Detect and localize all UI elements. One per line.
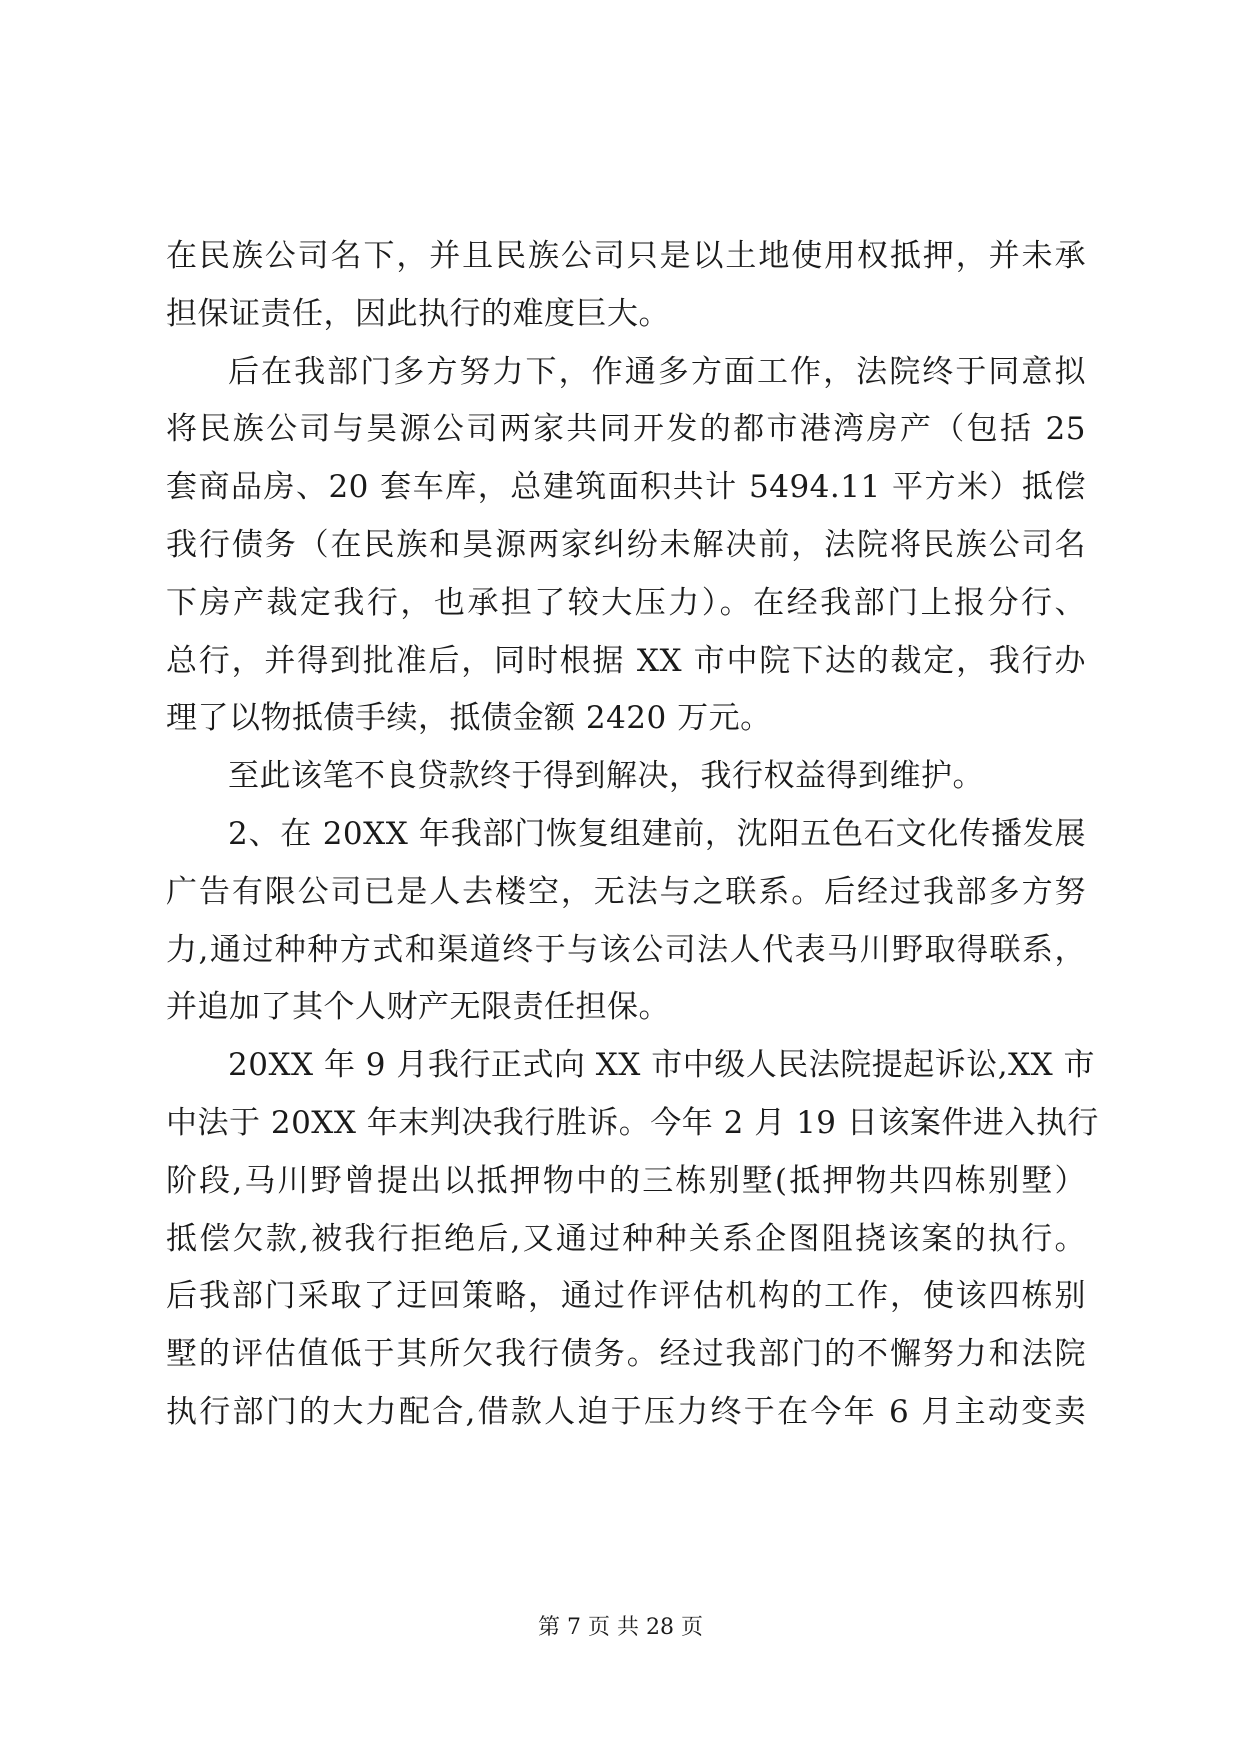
page-footer: 第 7 页 共 28 页	[538, 1615, 703, 1640]
text-line: 力,通过种种方式和渠道终于与该公司法人代表马川野取得联系，	[166, 931, 1086, 968]
text-line: 将民族公司与昊源公司两家共同开发的都市港湾房产（包括 25	[166, 411, 1086, 448]
text-line: 担保证责任，因此执行的难度巨大。	[166, 295, 670, 332]
text-line: 抵偿欠款,被我行拒绝后,又通过种种关系企图阻挠该案的执行。	[166, 1220, 1086, 1257]
text-line: 我行债务（在民族和昊源两家纠纷未解决前，法院将民族公司名	[166, 526, 1086, 563]
text-line: 总行，并得到批准后，同时根据 XX 市中院下达的裁定，我行办	[166, 642, 1086, 679]
text-line: 2、在 20XX 年我部门恢复组建前，沈阳五色石文化传播发展	[228, 815, 1086, 852]
text-line: 套商品房、20 套车库，总建筑面积共计 5494.11 平方米）抵偿	[166, 469, 1086, 506]
text-line: 中法于 20XX 年末判决我行胜诉。今年 2 月 19 日该案件进入执行	[166, 1104, 1099, 1141]
text-line: 在民族公司名下，并且民族公司只是以土地使用权抵押，并未承	[166, 238, 1086, 274]
text-line: 执行部门的大力配合,借款人迫于压力终于在今年 6 月主动变卖	[166, 1393, 1086, 1430]
text-line: 下房产裁定我行，也承担了较大压力）。在经我部门上报分行、	[166, 584, 1086, 621]
text-line: 阶段,马川野曾提出以抵押物中的三栋别墅(抵押物共四栋别墅）	[166, 1162, 1086, 1199]
text-line: 并追加了其个人财产无限责任担保。	[166, 989, 670, 1026]
text-line: 后我部门采取了迂回策略，通过作评估机构的工作，使该四栋别	[166, 1278, 1086, 1315]
body-text	[166, 228, 1099, 1442]
text-line: 广告有限公司已是人去楼空，无法与之联系。后经过我部多方努	[166, 873, 1086, 910]
text-line: 墅的评估值低于其所欠我行债务。经过我部门的不懈努力和法院	[166, 1336, 1086, 1373]
text-line: 至此该笔不良贷款终于得到解决，我行权益得到维护。	[228, 758, 984, 795]
text-line: 后在我部门多方努力下，作通多方面工作，法院终于同意拟	[228, 353, 1086, 390]
text-line: 理了以物抵债手续，抵债金额 2420 万元。	[166, 700, 772, 737]
text-line: 20XX 年 9 月我行正式向 XX 市中级人民法院提起诉讼,XX 市	[228, 1047, 1096, 1084]
